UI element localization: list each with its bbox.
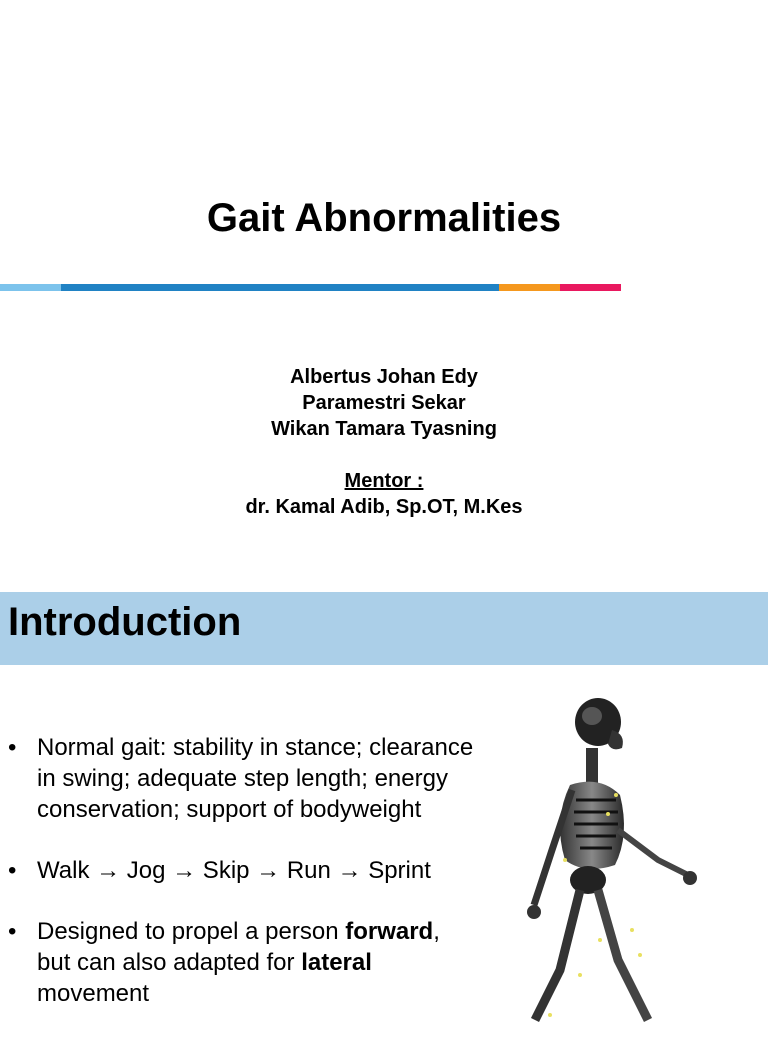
bullet-text: Normal gait: stability in stance; clearance in swing; adequate step length; energy conservation; support of bodyweight [37,734,474,823]
bullet-list [8,732,478,1039]
slide-title: Gait Abnormalities [206,196,562,240]
list-item [8,916,478,1009]
bullet-text: Designed to propel a person [37,918,346,945]
author-block [0,364,768,520]
list-item [8,732,478,825]
stripe-pink [560,284,621,291]
stripe-light-blue [0,284,61,291]
bullet-bold-text: lateral [301,949,372,976]
bullet-icon: • [8,734,17,761]
bullet-bold-text: forward [345,918,434,945]
stripe-orange [499,284,560,291]
bullet-text: movement [37,980,150,1007]
bullet-text: , but can also adapted for [37,918,440,976]
bullet-icon: • [8,918,17,945]
author-name: Wikan Tamara Tyasning [271,418,497,440]
stripe-blue [61,284,499,291]
bullet-icon: • [8,857,17,884]
author-name: Paramestri Sekar [302,392,466,414]
bullet-text: Walk → Jog → Skip → Run → Sprint [37,857,431,884]
mentor-name: dr. Kamal Adib, Sp.OT, M.Kes [245,496,523,518]
author-name: Albertus Johan Edy [290,366,478,388]
list-item [8,855,478,886]
walking-skeleton-image [500,690,720,1024]
section-title: Introduction [8,600,242,644]
mentor-label: Mentor : [344,470,424,492]
introduction-header [0,592,768,665]
